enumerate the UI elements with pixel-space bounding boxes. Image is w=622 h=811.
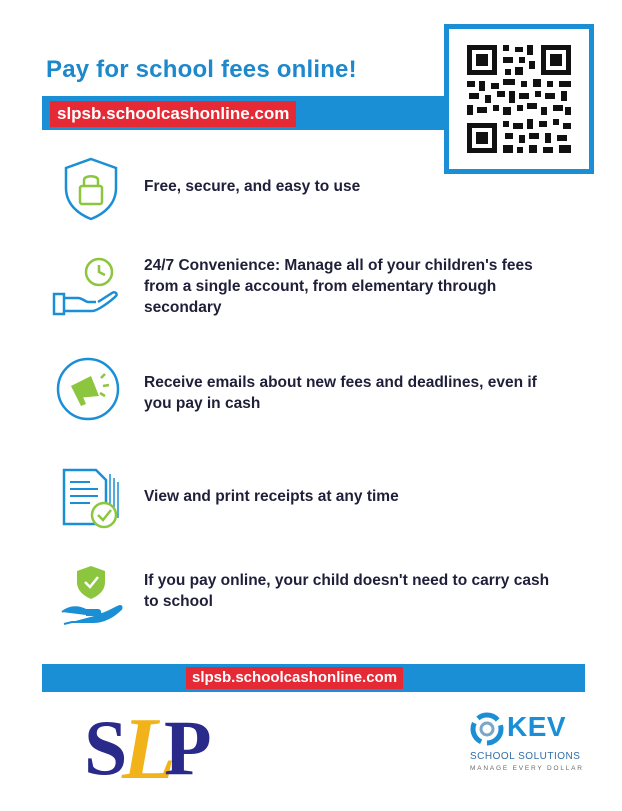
- svg-text:P: P: [164, 704, 212, 790]
- shield-lock-icon: [62, 156, 120, 227]
- footer-url-link[interactable]: slpsb.schoolcashonline.com: [186, 667, 403, 689]
- hand-clock-icon: [52, 256, 122, 323]
- header-url-link[interactable]: slpsb.schoolcashonline.com: [50, 101, 296, 127]
- feature-text-no-cash: If you pay online, your child doesn't need to carry cash to school: [144, 572, 550, 610]
- kev-brand-name: KEV: [507, 711, 567, 742]
- receipt-check-icon: [60, 466, 124, 535]
- feature-text-emails: Receive emails about new fees and deadlines, even if you pay in cash: [144, 374, 537, 412]
- kev-logo-icon: [470, 712, 504, 751]
- qr-code: [444, 24, 594, 174]
- hand-shield-icon: [58, 562, 124, 633]
- kev-tagline: MANAGE EVERY DOLLAR: [470, 765, 584, 772]
- feature-text-secure: Free, secure, and easy to use: [144, 178, 361, 195]
- megaphone-icon: [55, 356, 121, 427]
- svg-text:L: L: [122, 701, 176, 790]
- qr-code-icon: [467, 45, 571, 153]
- page-title: Pay for school fees online!: [46, 56, 357, 83]
- feature-text-convenience: 24/7 Convenience: Manage all of your children's fees from a single account, from elementary through secondary: [144, 257, 533, 316]
- kev-subtitle: SCHOOL SOLUTIONS: [470, 751, 581, 762]
- svg-text:S: S: [84, 704, 128, 790]
- feature-text-receipts: View and print receipts at any time: [144, 488, 399, 505]
- slp-logo: [78, 700, 233, 795]
